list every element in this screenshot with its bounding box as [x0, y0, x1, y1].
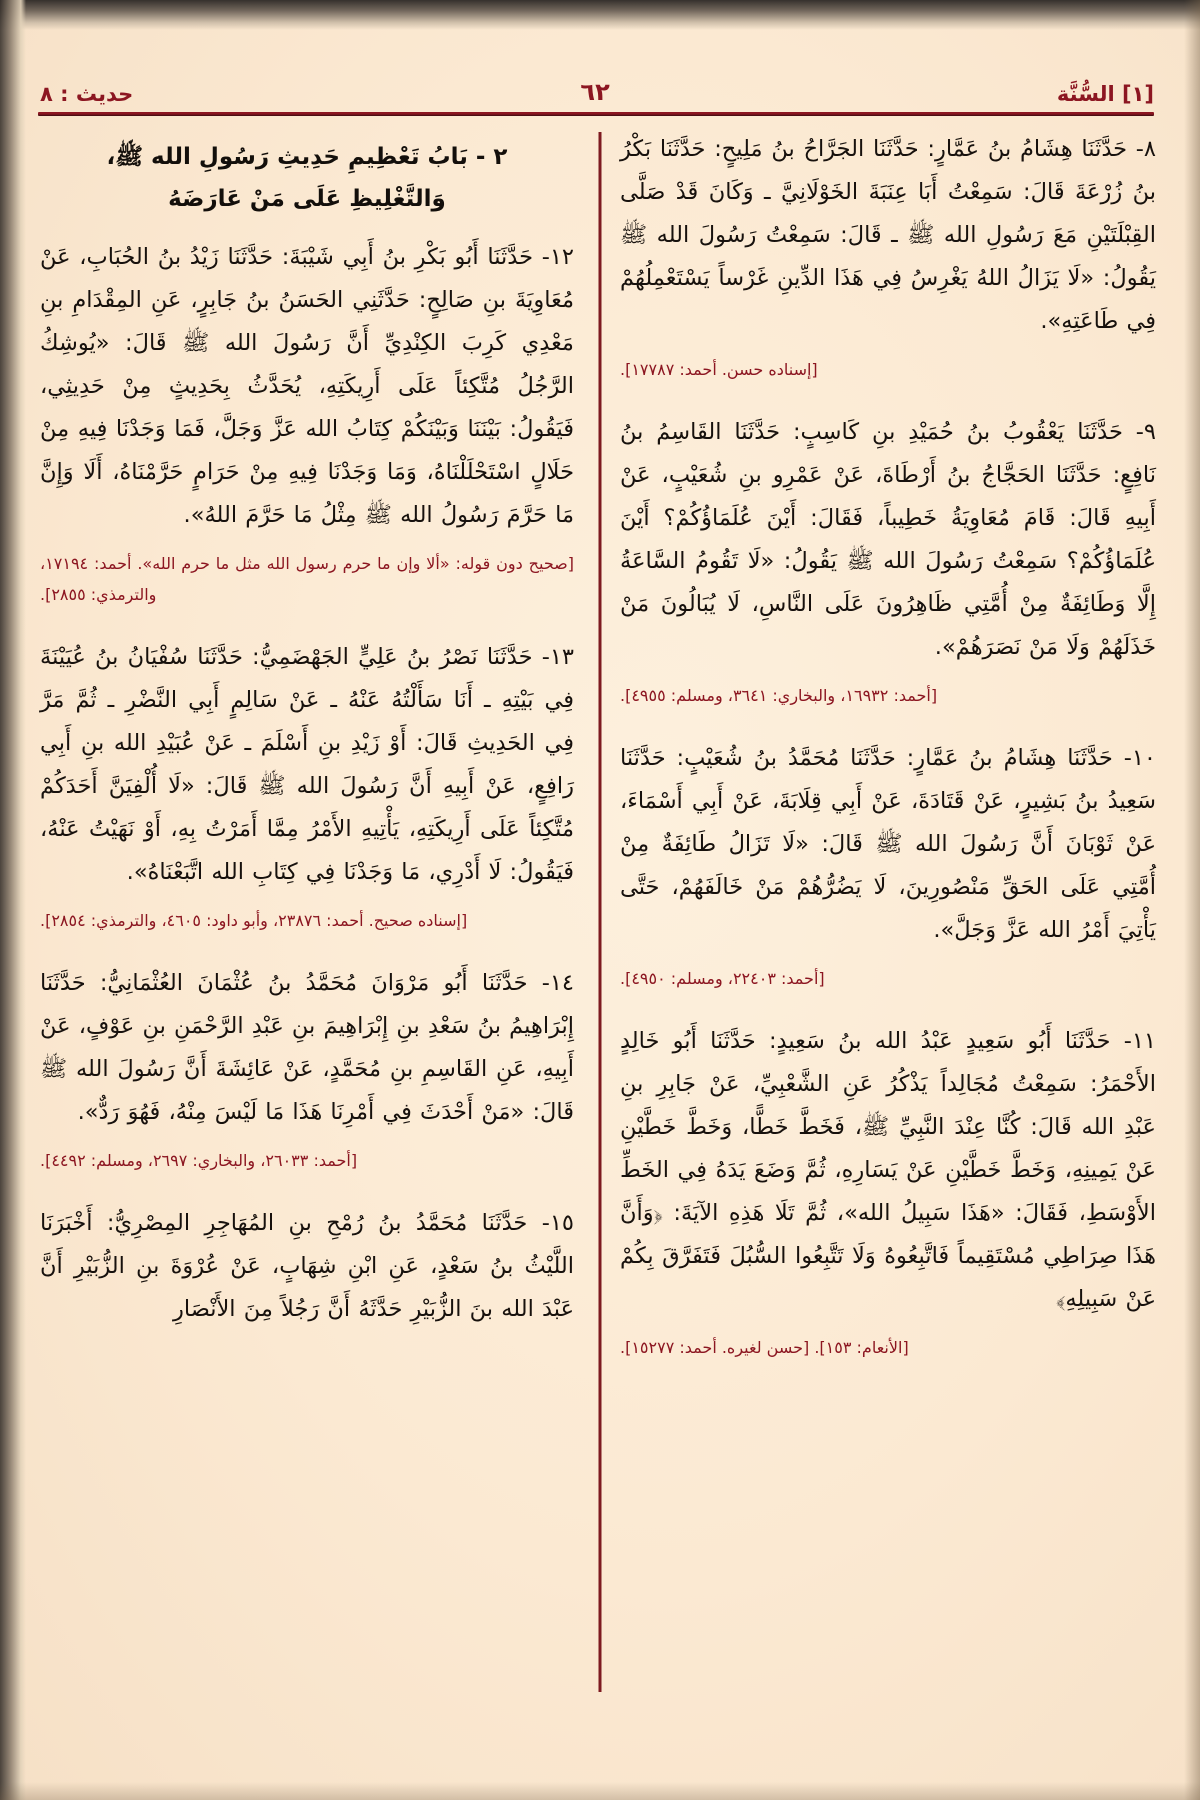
spacer — [40, 952, 574, 962]
spacer — [40, 1192, 574, 1202]
hadith-8-text: ٨- حَدَّثَنَا هِشَامُ بنُ عَمَّارٍ: حَدَّثَنَا الجَرَّاحُ بنُ مَلِيحٍ: حَدَّثَنَا بَكْرُ بنُ زُرْعَةَ قَالَ: سَمِعْتُ أَبَا عِنَبَةَ الخَوْلَانِيَّ ـ وَكَانَ قَدْ صَلَّى القِبْلَتَيْنِ مَعَ رَسُولِ الله ﷺ ـ قَالَ: سَمِعْتُ رَسُولَ الله ﷺ يَقُولُ: «لَا يَزَالُ اللهُ يَغْرِسُ فِي هَذَا الدِّينِ غَرْساً يَسْتَعْمِلُهُمْ فِي طَاعَتِهِ». — [620, 136, 1156, 334]
chapter-heading — [40, 136, 574, 220]
hadith-12-text: ١٢- حَدَّثَنَا أَبُو بَكْرِ بنُ أَبِي شَيْبَةَ: حَدَّثَنَا زَيْدُ بنُ الحُبَابِ، عَنْ مُعَاوِيَةَ بنِ صَالِحٍ: حَدَّثَنِي الحَسَنُ بنُ جَابِرٍ، عَنِ المِقْدَامِ بنِ مَعْدِي كَرِبَ الكِنْدِيِّ أَنَّ رَسُولَ الله ﷺ قَالَ: «يُوشِكُ الرَّجُلُ مُتَّكِئاً عَلَى أَرِيكَتِهِ، يُحَدَّثُ بِحَدِيثٍ مِنْ حَدِيثِي، فَيَقُولُ: بَيْنَنَا وَبَيْنَكُمْ كِتَابُ الله عَزَّ وَجَلَّ، فَمَا وَجَدْنَا فِيهِ مِنْ حَلَالٍ اسْتَحْلَلْنَاهُ، وَمَا وَجَدْنَا فِيهِ مِنْ حَرَامٍ حَرَّمْنَاهُ، أَلَا وَإِنَّ مَا حَرَّمَ رَسُولُ الله ﷺ مِثْلُ مَا حَرَّمَ اللهُ». — [40, 244, 574, 528]
hadith-9-text: ٩- حَدَّثَنَا يَعْقُوبُ بنُ حُمَيْدِ بنِ كَاسِبٍ: حَدَّثَنَا القَاسِمُ بنُ نَافِعٍ: حَدَّثَنَا الحَجَّاجُ بنُ أَرْطَاةَ، عَنْ عَمْرِو بنِ شُعَيْبٍ، عَنْ أَبِيهِ قَالَ: قَامَ مُعَاوِيَةُ خَطِيباً، فَقَالَ: أَيْنَ عُلَمَاؤُكُمْ؟ أَيْنَ عُلَمَاؤُكُمْ؟ سَمِعْتُ رَسُولَ الله ﷺ يَقُولُ: «لَا تَقُومُ السَّاعَةُ إِلَّا وَطَائِفَةٌ مِنْ أُمَّتِي ظَاهِرُونَ عَلَى النَّاسِ، لَا يُبَالُونَ مَنْ خَذَلَهُمْ وَلَا مَنْ نَصَرَهُمْ». — [620, 419, 1156, 660]
hadith-14-note: [أحمد: ٢٦٠٣٣، والبخاري: ٢٦٩٧، ومسلم: ٤٤٩٢]. — [40, 1151, 358, 1170]
header-hadith-ref: حديث : ٨ — [40, 82, 134, 106]
page-edge-shadow-top — [0, 0, 1200, 30]
page-number: ٦٢ — [580, 78, 610, 106]
column-left — [40, 128, 598, 1770]
hadith-11-note: [الأنعام: ١٥٣]. [حسن لغيره. أحمد: ١٥٢٧٧]. — [620, 1338, 909, 1357]
header-book-title: [١] السُّنَّة — [1056, 82, 1154, 106]
spacer — [40, 626, 574, 636]
header-rule — [38, 112, 1154, 116]
hadith-12-note: [صحيح دون قوله: «ألا وإن ما حرم رسول الله مثل ما حرم الله». أحمد: ١٧١٩٤، والترمذي: ٢٨٥٥]. — [40, 554, 574, 604]
page-edge-shadow-bottom — [0, 1782, 1200, 1800]
hadith-11-text: ١١- حَدَّثَنَا أَبُو سَعِيدٍ عَبْدُ الله بنُ سَعِيدٍ: حَدَّثَنَا أَبُو خَالِدٍ الأَحْمَرُ: سَمِعْتُ مُجَالِداً يَذْكُرُ عَنِ الشَّعْبِيِّ، عَنْ جَابِرِ بنِ عَبْدِ الله قَالَ: كُنَّا عِنْدَ النَّبِيِّ ﷺ، فَخَطَّ خَطًّا، وَخَطَّ خَطَّيْنِ عَنْ يَمِينِهِ، وَخَطَّ خَطَّيْنِ عَنْ يَسَارِهِ، ثُمَّ وَضَعَ يَدَهُ فِي الخَطِّ الأَوْسَطِ، فَقَالَ: «هَذَا سَبِيلُ الله»، ثُمَّ تَلَا هَذِهِ الآيَةَ: ﴿وَأَنَّ هَذَا صِرَاطِي مُسْتَقِيماً فَاتَّبِعُوهُ وَلَا تَتَّبِعُوا السُّبُلَ فَتَفَرَّقَ بِكُمْ عَنْ سَبِيلِهِ﴾ — [620, 1028, 1156, 1312]
hadith-13-note: [إسناده صحيح. أحمد: ٢٣٨٧٦، وأبو داود: ٤٦٠٥، والترمذي: ٢٨٥٤]. — [40, 911, 468, 930]
page-edge-shadow-left — [0, 0, 26, 1800]
hadith-14-text: ١٤- حَدَّثَنَا أَبُو مَرْوَانَ مُحَمَّدُ بنُ عُثْمَانَ العُثْمَانِيُّ: حَدَّثَنَا إِبْرَاهِيمُ بنُ سَعْدِ بنِ إِبْرَاهِيمَ بنِ عَبْدِ الرَّحْمَنِ بنِ عَوْفٍ، عَنْ أَبِيهِ، عَنِ القَاسِمِ بنِ مُحَمَّدٍ، عَنْ عَائِشَةَ أَنَّ رَسُولَ الله ﷺ قَالَ: «مَنْ أَحْدَثَ فِي أَمْرِنَا هَذَا مَا لَيْسَ مِنْهُ، فَهُوَ رَدٌّ». — [40, 970, 574, 1125]
column-right — [598, 128, 1156, 1770]
running-header — [40, 60, 1154, 106]
hadith-10-text: ١٠- حَدَّثَنَا هِشَامُ بنُ عَمَّارٍ: حَدَّثَنَا مُحَمَّدُ بنُ شُعَيْبٍ: حَدَّثَنَا سَعِيدُ بنُ بَشِيرٍ، عَنْ قَتَادَةَ، عَنْ أَبِي قِلَابَةَ، عَنْ أَبِي أَسْمَاءَ، عَنْ ثَوْبَانَ أَنَّ رَسُولَ الله ﷺ قَالَ: «لَا تَزَالُ طَائِفَةٌ مِنْ أُمَّتِي عَلَى الحَقِّ مَنْصُورِينَ، لَا يَضُرُّهُمْ مَنْ خَالَفَهُمْ، حَتَّى يَأْتِيَ أَمْرُ الله عَزَّ وَجَلَّ». — [620, 745, 1156, 943]
page-body — [40, 128, 1156, 1770]
hadith-10-note: [أحمد: ٢٢٤٠٣، ومسلم: ٤٩٥٠]. — [620, 969, 825, 988]
chapter-heading-line-1: ٢ - بَابُ تَعْظِيمِ حَدِيثِ رَسُولِ الله ﷺ، — [106, 144, 508, 170]
hadith-15-text: ١٥- حَدَّثَنَا مُحَمَّدُ بنُ رُمْحِ بنِ المُهَاجِرِ المِصْرِيُّ: أَخْبَرَنَا اللَّيْثُ بنُ سَعْدٍ، عَنِ ابْنِ شِهَابٍ، عَنْ عُرْوَةَ بنِ الزُّبَيْرِ أَنَّ عَبْدَ الله بنَ الزُّبَيْرِ حَدَّثَهُ أَنَّ رَجُلاً مِنَ الأَنْصَارِ — [40, 1210, 574, 1322]
hadith-13-text: ١٣- حَدَّثَنَا نَصْرُ بنُ عَلِيٍّ الجَهْضَمِيُّ: حَدَّثَنَا سُفْيَانُ بنُ عُيَيْنَةَ فِي بَيْتِهِ ـ أَنَا سَأَلْتُهُ عَنْهُ ـ عَنْ سَالِمٍ أَبِي النَّضْرِ ـ ثُمَّ مَرَّ فِي الحَدِيثِ قَالَ: أَوْ زَيْدِ بنِ أَسْلَمَ ـ عَنْ عُبَيْدِ الله بنِ أَبِي رَافِعٍ، عَنْ أَبِيهِ أَنَّ رَسُولَ الله ﷺ قَالَ: «لَا أُلْفِيَنَّ أَحَدَكُمْ مُتَّكِئاً عَلَى أَرِيكَتِهِ، يَأْتِيهِ الأَمْرُ مِمَّا أَمَرْتُ بِهِ، أَوْ نَهَيْتُ عَنْهُ، فَيَقُولُ: لَا أَدْرِي، مَا وَجَدْنَا فِي كِتَابِ الله اتَّبَعْنَاهُ». — [40, 644, 574, 885]
page-edge-shadow-right — [1184, 0, 1200, 1800]
spacer — [620, 727, 1156, 737]
spacer — [620, 401, 1156, 411]
hadith-9-note: [أحمد: ١٦٩٣٢، والبخاري: ٣٦٤١، ومسلم: ٤٩٥٥]. — [620, 686, 938, 705]
spacer — [620, 1010, 1156, 1020]
chapter-heading-line-2: وَالتَّغْلِيظِ عَلَى مَنْ عَارَضَهُ — [168, 186, 446, 212]
hadith-8-note: [إسناده حسن. أحمد: ١٧٧٨٧]. — [620, 360, 818, 379]
